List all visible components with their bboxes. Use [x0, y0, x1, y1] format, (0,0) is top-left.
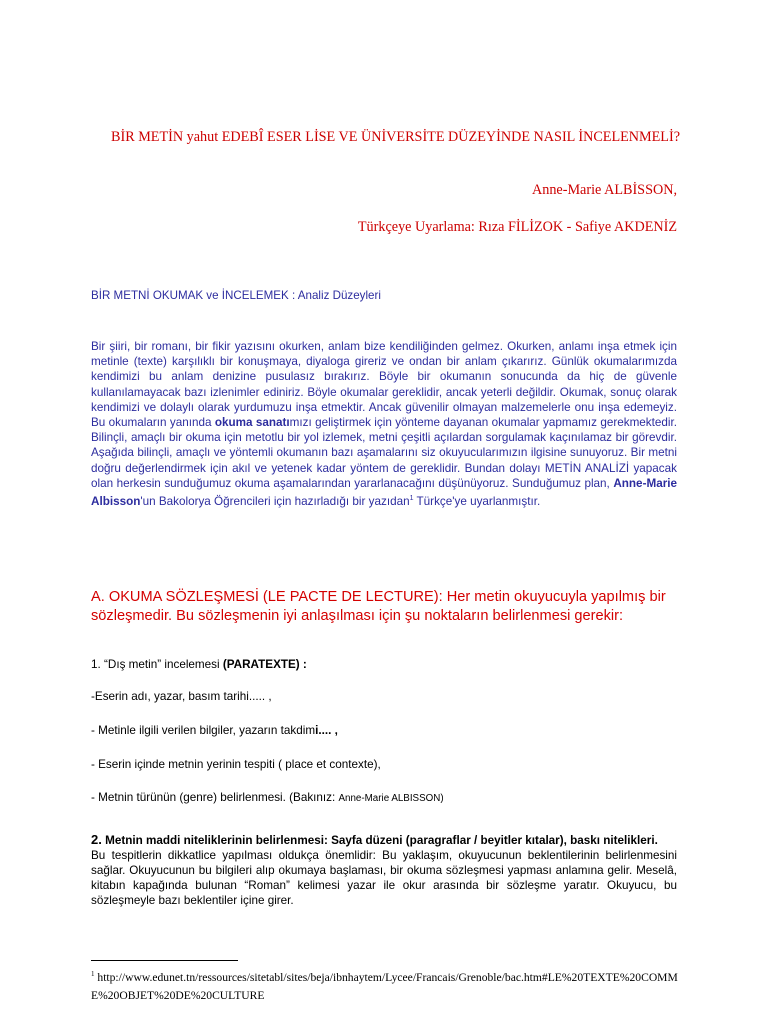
- item-1-text: 1. “Dış metin” incelemesi: [91, 658, 223, 671]
- section-subtitle: BİR METNİ OKUMAK ve İNCELEMEK : Analiz Düzeyleri: [91, 289, 381, 302]
- adaptation-line: Türkçeye Uyarlama: Rıza FİLİZOK - Safiye AKDENİZ: [357, 219, 677, 235]
- section-2-heading-text: Metnin maddi niteliklerinin belirlenmesi: Sayfa düzeni (paragraflar / beyitler kıtalar), baskı nitelikleri.: [101, 834, 658, 847]
- intro-text-1: Bir şiiri, bir romanı, bir fikir yazısını okurken, anlam bize kendiliğinden gelmez. Okurken, anlamı inşa etmek için metinle (texte) karşılıklı bir konuşmaya, diyaloga gireriz ve ondan bir anlam çıkarırız. Günlük okumalarımızda kendimizi bu anlam denizine pusulasız bırakırız. Böyle bir okumanın sonucunda da hiç de güvenle kullanılamayacak bazı izlenimler ediniriz. Böyle okumalar gereklidir, ancak yeterli değildir. Okumak, sonuç olarak kendimizi ve dolaylı olarak yurdumuzu inşa etmektir. Ancak güvenilir olmayan malzemelerle onu inşa edemeyiz. Bu okumaların yanında: [91, 340, 677, 430]
- bullet-3: - Eserin içinde metnin yerinin tespiti ( place et contexte),: [91, 758, 381, 771]
- bullet-4-small: Anne-Marie ALBISSON): [338, 793, 444, 804]
- bullet-1: -Eserin adı, yazar, basım tarihi..... ,: [91, 690, 272, 703]
- intro-bold-1: okuma sanatı: [214, 416, 290, 430]
- intro-bold-2: Anne-Marie Albisson: [91, 476, 677, 508]
- section-2-body: Bu tespitlerin dikkatlice yapılması oldukça önemlidir: Bu yaklaşım, okuyucunun beklentilerinin belirlenmesini sağlar. Okuyucunun bu bilgileri alıp okumaya başlaması, bir okuma sözleşmesi yapması anlamına gelir. Meselâ, kitabın kapağında bulunan “Roman” kelimesi yazar ile okur arasında bir sözleşme yaratır. Okuyucu, bu sözleşmeyle bazı beklentiler içine girer.: [91, 848, 677, 907]
- bullet-2: [91, 724, 338, 737]
- footnote-link[interactable]: http://www.edunet.tn/ressources/sitetabl/sites/beja/ibnhaytem/Lycee/Francais/Grenoble/bac.htm#LE%20TEXTE%20COMME%20OBJET%20DE%20CULTURE: [91, 970, 678, 1002]
- document-title: [91, 128, 691, 147]
- author-line: Anne-Marie ALBİSSON,: [531, 182, 677, 198]
- document-title-text: BİR METİN yahut EDEBÎ ESER LİSE VE ÜNİVERSİTE DÜZEYİNDE NASIL İNCELENMELİ?: [111, 129, 680, 145]
- item-1-heading: [91, 658, 307, 671]
- bullet-4-text: - Metnin türünün (genre) belirlenmesi. (Bakınız:: [91, 791, 339, 804]
- footnote-number: 1: [91, 970, 95, 978]
- intro-text-3: 'un Bakolorya Öğrencileri için hazırladığı bir yazıdan: [140, 494, 410, 508]
- section-2-heading: [91, 834, 658, 847]
- footnote-divider: [91, 960, 238, 961]
- section-2-number: 2.: [91, 832, 102, 847]
- intro-text-2: mızı geliştirmek için yönteme dayanan okumalar yapmamız gerekmektedir. Bilinçli, amaçlı bir okuma için metotlu bir yol izlemek, metni çeşitli açılardan sorgulamak kaçınılamaz bir görevdir. Aşağıda bilinçli, amaçlı ve yöntemli okumanın bazı aşamalarını siz okuyucularımızın ilgisine sunuyoruz. Bir metni doğru değerlendirmek için akıl ve yetenek kadar yöntem de gereklidir. Bundan dolayı METİN ANALİZİ yapacak olan herkesin sunduğumuz okuma aşamalarından yararlanacağını düşünüyoruz. Sunduğumuz plan,: [91, 416, 677, 490]
- intro-paragraph: [91, 339, 677, 509]
- section-a-heading: A. OKUMA SÖZLEŞMESİ (LE PACTE DE LECTURE): Her metin okuyucuyla yapılmış bir sözleşmedir. Bu sözleşmenin iyi anlaşılması için şu noktaların belirlenmesi gerekir:: [91, 589, 666, 625]
- bullet-2-bold: i.... ,: [315, 724, 338, 737]
- bullet-4: [91, 791, 444, 804]
- section-2: [91, 833, 677, 909]
- footnote: [91, 965, 681, 1005]
- bullet-2-text: - Metinle ilgili verilen bilgiler, yazarın takdim: [91, 724, 316, 737]
- item-1-bold: (PARATEXTE) :: [222, 658, 307, 671]
- intro-text-4: Türkçe'ye uyarlanmıştır.: [413, 494, 541, 508]
- footnote-reference[interactable]: 1: [409, 495, 414, 503]
